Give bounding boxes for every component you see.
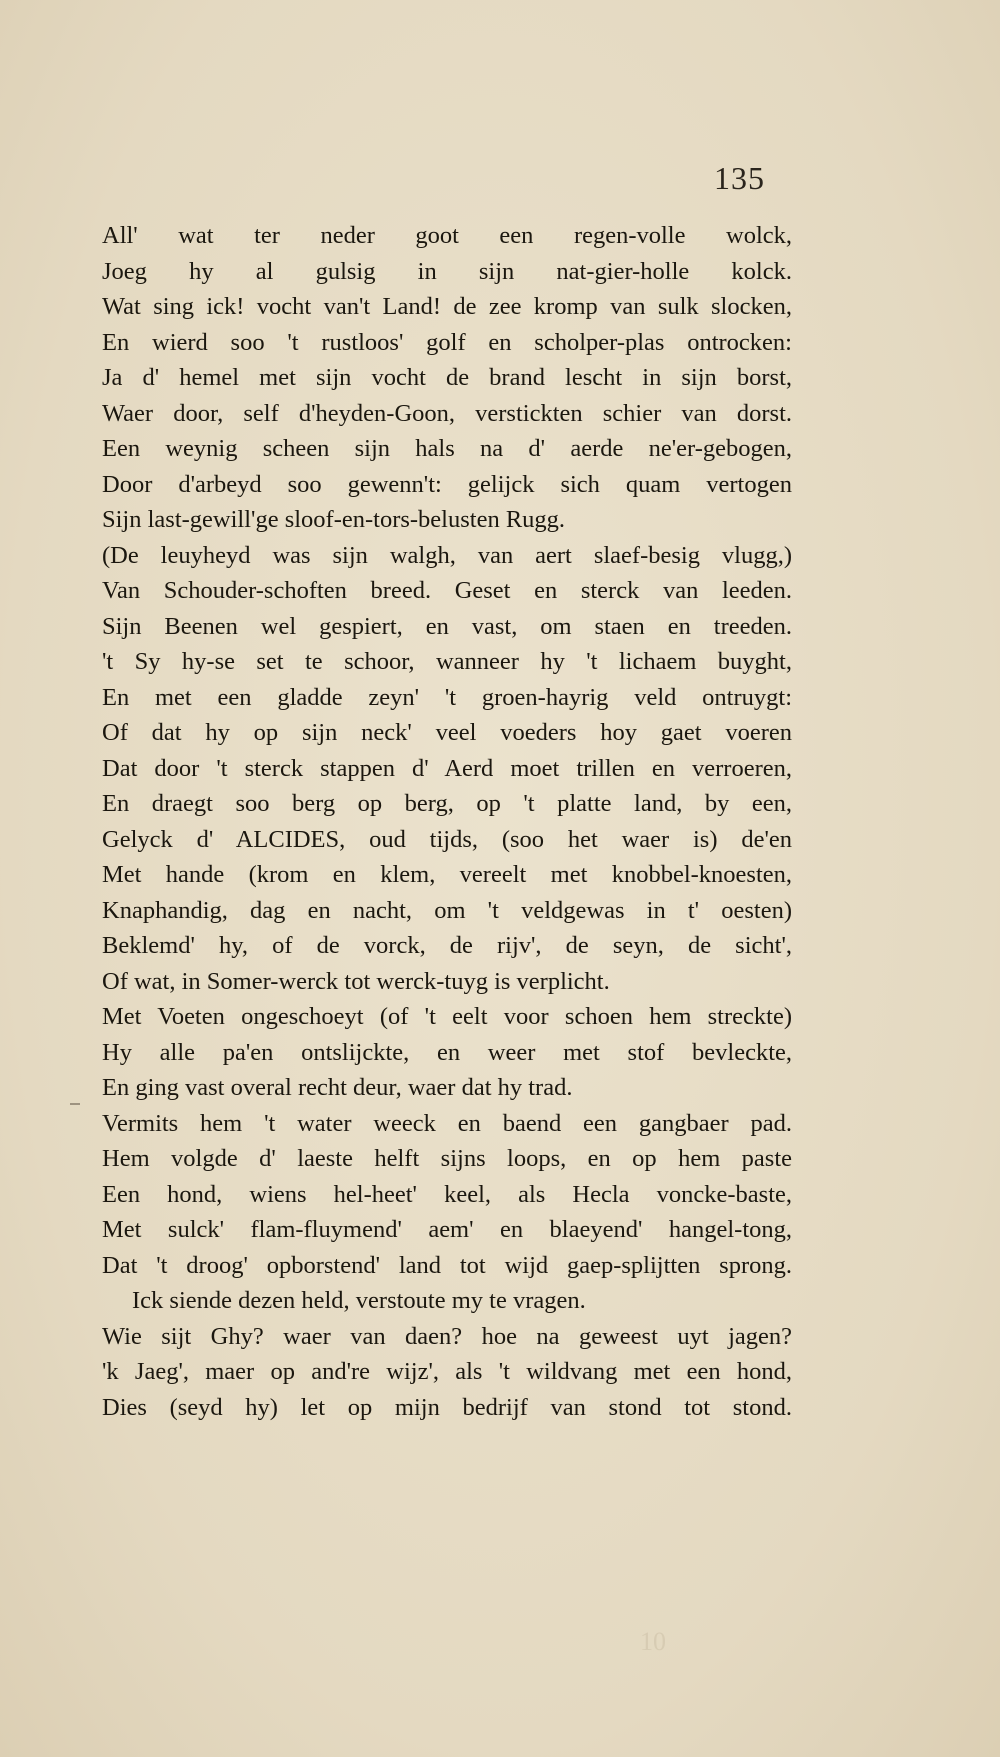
bleed-through-number: 10: [640, 1627, 666, 1656]
verse-line-18: Gelyck d' ALCIDES, oud tijds, (soo het waer is) de'en: [102, 825, 792, 853]
verse-line-19: Met hande (krom en klem, vereelt met knobbel-knoesten,: [102, 861, 792, 888]
verse-line-26: Vermits hem 't water weeck en baend een gangbaer pad.: [102, 1109, 792, 1137]
verse-line-9: Sijn last-gewill'ge sloof-en-tors-belusten Rugg.: [102, 506, 566, 533]
verse-line-29: Met sulck' flam-fluymend' aem' en blaeyend' hangel-tong,: [102, 1216, 792, 1243]
verse-line-22: Of wat, in Somer-werck tot werck-tuyg is verplicht.: [102, 967, 610, 995]
verse-line-15: Of dat hy op sijn neck' veel voeders hoy gaet voeren: [102, 719, 792, 746]
verse-line-12: Sijn Beenen wel gespiert, en vast, om staen en treeden.: [102, 612, 792, 640]
verse-line-6: Waer door, self d'heyden-Goon, verstickten schier van dorst.: [102, 399, 792, 427]
verse-line-34: Dies (seyd hy) let op mijn bedrijf van stond tot stond.: [102, 1393, 792, 1421]
verse-line-16: Dat door 't sterck stappen d' Aerd moet trillen en verroeren,: [102, 754, 792, 782]
verse-line-33: 'k Jaeg', maer op and're wijz', als 't wildvang met een hond,: [102, 1358, 792, 1385]
verse-line-5: Ja d' hemel met sijn vocht de brand lescht in sijn borst,: [102, 364, 792, 391]
verse-line-3: Wat sing ick! vocht van't Land! de zee kromp van sulk slocken,: [102, 293, 792, 320]
verse-line-32: Wie sijt Ghy? waer van daen? hoe na geweest uyt jagen?: [102, 1322, 792, 1350]
verse-line-14: En met een gladde zeyn' 't groen-hayrig veld ontruygt:: [102, 683, 792, 711]
verse-line-8: Door d'arbeyd soo gewenn't: gelijck sich quam vertogen: [102, 470, 792, 498]
verse-line-17: En draegt soo berg op berg, op 't platte land, by een,: [102, 790, 792, 817]
verse-line-11: Van Schouder-schoften breed. Geset en sterck van leeden.: [102, 577, 792, 604]
verse-line-10: (De leuyheyd was sijn walgh, van aert slaef-besig vlugg,): [102, 541, 792, 569]
verse-line-23: Met Voeten ongeschoeyt (of 't eelt voor schoen hem streckte): [102, 1003, 792, 1030]
verse-line-13: 't Sy hy-se set te schoor, wanneer hy 't lichaem buyght,: [102, 648, 792, 675]
margin-mark: [70, 1103, 80, 1105]
page-number: 135: [714, 160, 765, 196]
verse-line-28: Een hond, wiens hel-heet' keel, als Hecla voncke-baste,: [102, 1180, 792, 1208]
verse-line-30: Dat 't droog' opborstend' land tot wijd gaep-splijtten sprong.: [102, 1251, 792, 1279]
verse-line-2: Joeg hy al gulsig in sijn nat-gier-holle kolck.: [102, 257, 792, 285]
verse-line-21: Beklemd' hy, of de vorck, de rijv', de seyn, de sicht',: [102, 932, 792, 959]
verse-line-27: Hem volgde d' laeste helft sijns loops, en op hem paste: [102, 1145, 792, 1172]
verse-line-24: Hy alle pa'en ontslijckte, en weer met stof bevleckte,: [102, 1038, 792, 1066]
verse-line-25: En ging vast overal recht deur, waer dat hy trad.: [102, 1074, 573, 1101]
verse-line-31: Ick siende dezen held, verstoute my te vragen.: [132, 1287, 586, 1314]
verse-line-4: En wierd soo 't rustloos' golf en scholper-plas ontrocken:: [102, 328, 792, 356]
poem-text: [102, 218, 792, 1425]
verse-line-7: Een weynig scheen sijn hals na d' aerde ne'er-gebogen,: [102, 435, 792, 462]
verse-line-20: Knaphandig, dag en nacht, om 't veldgewas in t' oesten): [102, 896, 792, 924]
verse-line-1: All' wat ter neder goot een regen-volle wolck,: [102, 222, 792, 249]
